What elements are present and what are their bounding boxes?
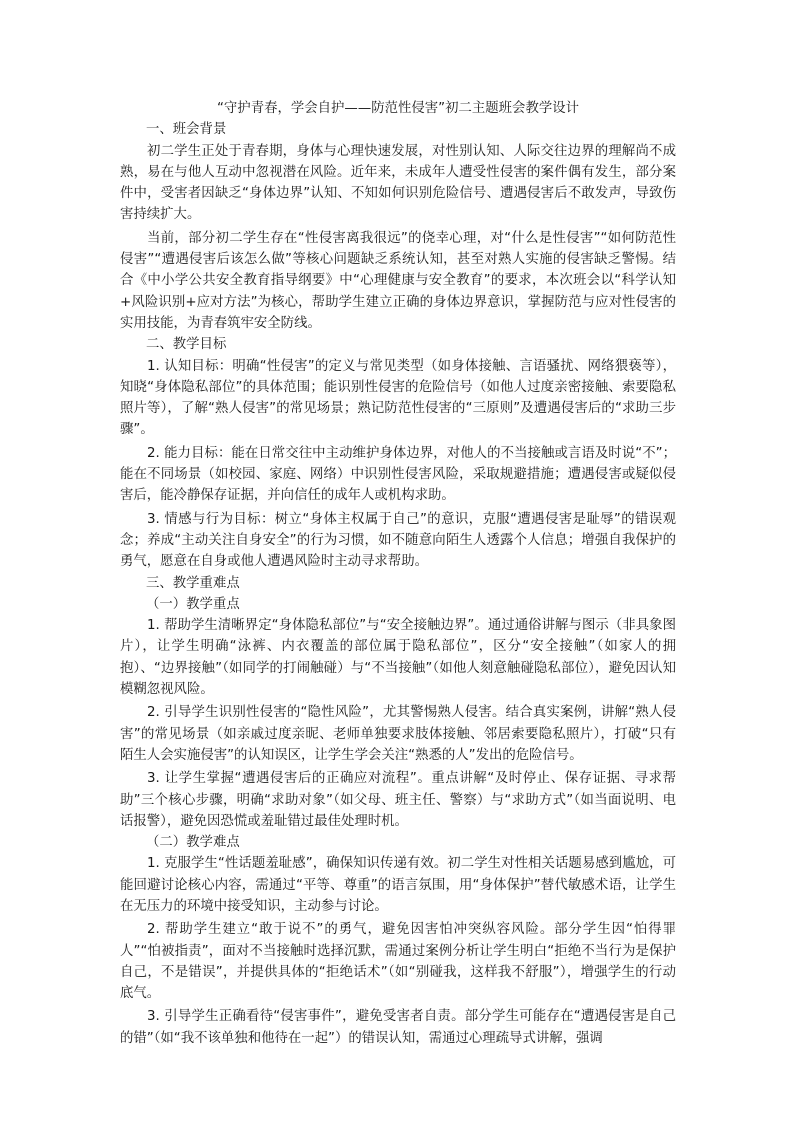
document-page — [120, 98, 676, 1049]
paragraph: 初二学生正处于青春期，身体与心理快速发展，对性别认知、人际交往边界的理解尚不成熟，易在与他人互动中忽视潜在风险。近年来，未成年人遭受性侵害的案件偶有发生，部分案件中，受害者因缺乏“身体边界”认知、不知如何识别危险信号、遭遇侵害后不敢发声，导致伤害持续扩大。 — [120, 143, 676, 223]
subsection-heading-difficulties: （二）教学难点 — [146, 835, 240, 851]
paragraph: 3. 让学生掌握“遭遇侵害后的正确应对流程”。重点讲解“及时停止、保存证据、寻求帮助”三个核心步骤，明确“求助对象”（如父母、班主任、警察）与“求助方式”（如当面说明、电话报警），避免因恐慌或羞耻错过最佳处理时机。 — [120, 771, 676, 829]
paragraph: 3. 情感与行为目标：树立“身体主权属于自己”的意识，克服“遭遇侵害是耻辱”的错误观念；养成“主动关注自身安全”的行为习惯，如不随意向陌生人透露个人信息；增强自我保护的勇气，愿意在自身或他人遭遇风险时主动寻求帮助。 — [120, 511, 676, 570]
paragraph: 2. 帮助学生建立“敢于说不”的勇气，避免因害怕冲突纵容风险。部分学生因“怕得罪人”“怕被指责”，面对不当接触时选择沉默，需通过案例分析让学生明白“拒绝不当行为是保护自己，不是错误”，并提供具体的“拒绝话术”（如“别碰我，这样我不舒服”），增强学生的行动底气。 — [120, 922, 676, 1002]
paragraph: 当前，部分初二学生存在“性侵害离我很远”的侥幸心理，对“什么是性侵害”“如何防范性侵害”“遭遇侵害后该怎么做”等核心问题缺乏系统认知，甚至对熟人实施的侵害缺乏警惕。结合《中小学公共安全教育指导纲要》中“心理健康与安全教育”的要求，本次班会以“科学认知+风险识别+应对方法”为核心，帮助学生建立正确的身体边界意识，掌握防范与应对性侵害的实用技能，为青春筑牢安全防线。 — [120, 230, 676, 331]
paragraph: 2. 能力目标：能在日常交往中主动维护身体边界，对他人的不当接触或言语及时说“不”；能在不同场景（如校园、家庭、网络）中识别性侵害风险，采取规避措施；遭遇侵害或疑似侵害后，能冷静保存证据，并向信任的成年人或机构求助。 — [120, 445, 676, 504]
subsection-heading-focus: （一）教学重点 — [146, 596, 240, 612]
paragraph: 3. 引导学生正确看待“侵害事件”，避免受害者自责。部分学生可能存在“遭遇侵害是自己的错”（如“我不该单独和他待在一起”）的错误认知，需通过心理疏导式讲解，强调 — [120, 1009, 676, 1046]
paragraph: 1. 克服学生“性话题羞耻感”，确保知识传递有效。初二学生对性相关话题易感到尴尬，可能回避讨论核心内容，需通过“平等、尊重”的语言氛围，用“身体保护”替代敏感术语，让学生在无压力的环境中接受知识，主动参与讨论。 — [120, 856, 676, 914]
paragraph: 2. 引导学生识别性侵害的“隐性风险”，尤其警惕熟人侵害。结合真实案例，讲解“熟人侵害”的常见场景（如亲戚过度亲昵、老师单独要求肢体接触、邻居索要隐私照片），打破“只有陌生人会实施侵害”的认知误区，让学生学会关注“熟悉的人”发出的危险信号。 — [120, 705, 676, 763]
section-heading-background: 一、班会背景 — [146, 122, 227, 138]
paragraph: 1. 帮助学生清晰界定“身体隐私部位”与“安全接触边界”。通过通俗讲解与图示（非具象图片），让学生明确“泳裤、内衣覆盖的部位属于隐私部位”，区分“安全接触”（如家人的拥抱）、“边界接触”（如同学的打闹触碰）与“不当接触”（如他人刻意触碰隐私部位），避免因认知模糊忽视风险。 — [120, 618, 676, 698]
document-title: “守护青春，学会自护——防范性侵害”初二主题班会教学设计 — [216, 101, 580, 116]
paragraph: 1. 认知目标：明确“性侵害”的定义与常见类型（如身体接触、言语骚扰、网络猥亵等），知晓“身体隐私部位”的具体范围；能识别性侵害的危险信号（如他人过度亲密接触、索要隐私照片等），了解“熟人侵害”的常见场景；熟记防范性侵害的“三原则”及遭遇侵害后的“求助三步骤”。 — [120, 358, 676, 438]
section-heading-key-points: 三、教学重难点 — [146, 575, 240, 591]
section-heading-objectives: 二、教学目标 — [146, 337, 227, 353]
